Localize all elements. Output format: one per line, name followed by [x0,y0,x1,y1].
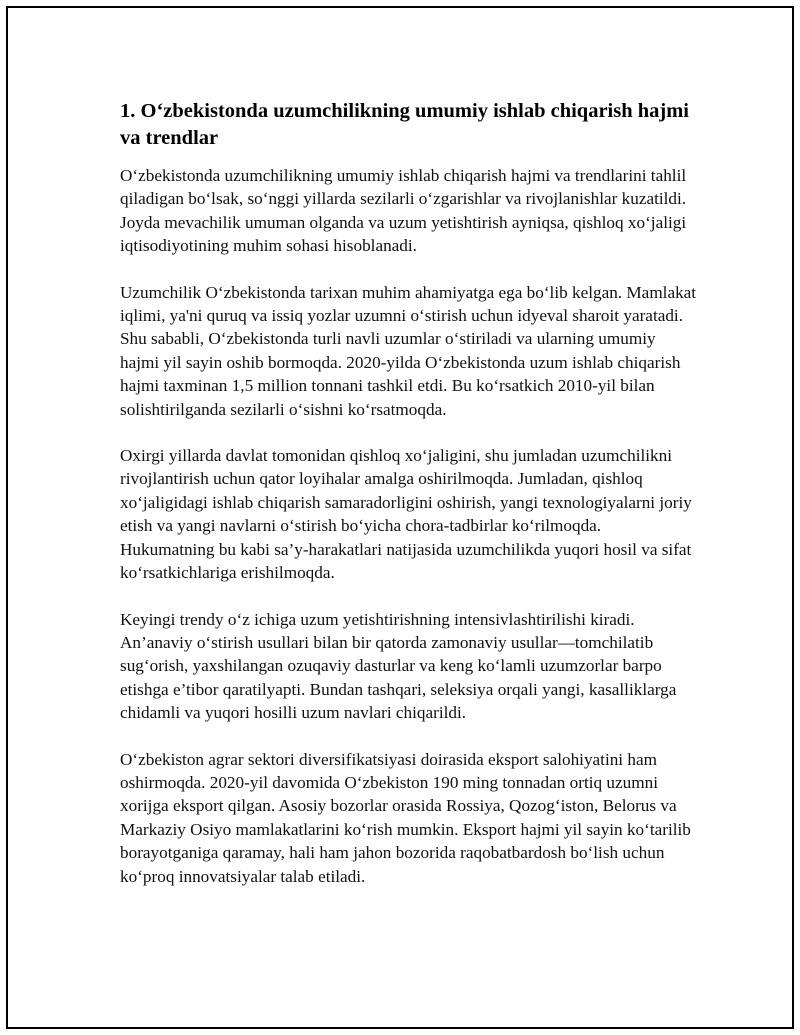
paragraph-2: Uzumchilik O‘zbekistonda tarixan muhim ahamiyatga ega bo‘lib kelgan. Mamlakat iqlimi, ya'ni quruq va issiq yozlar uzumni o‘stirish uchun idyeval sharoit yaratadi. Shu sababli, O‘zbekistonda turli navli uzumlar o‘stiriladi va ularning umumiy hajmi yil sayin oshib bormoqda. 2020-yilda O‘zbekistonda uzum ishlab chiqarish hajmi taxminan 1,5 million tonnani tashkil etdi. Bu ko‘rsatkich 2010-yil bilan solishtirilganda sezilarli o‘sishni ko‘rsatmoqda. [120,282,697,419]
paragraph-3: Oxirgi yillarda davlat tomonidan qishloq xo‘jaligini, shu jumladan uzumchilikni rivojlantirish uchun qator loyihalar amalga oshirilmoqda. Jumladan, qishloq xo‘jaligidagi ishlab chiqarish samaradorligini oshirish, yangi texnologiyalarni joriy etish va yangi navlarni o‘stirish bo‘yicha chora-tadbirlar ko‘rilmoqda. Hukumatning bu kabi sa’y-harakatlari natijasida uzumchilikda yuqori hosil va sifat ko‘rsatkichlariga erishilmoqda. [120,446,692,583]
paragraph-5: O‘zbekiston agrar sektori diversifikatsiyasi doirasida eksport salohiyatini ham oshirmoqda. 2020-yil davomida O‘zbekiston 190 ming tonnadan ortiq uzumni xorijga eksport qilgan. Asosiy bozorlar orasida Rossiya, Qozog‘iston, Belorus va Markaziy Osiyo mamlakatlarini ko‘rish mumkin. Eksport hajmi yil sayin ko‘tarilib borayotganiga qaramay, hali ham jahon bozorida raqobatbardosh bo‘lish uchun ko‘proq innovatsiyalar talab etiladi. [120,749,691,886]
section-title: 1. O‘zbekistonda uzumchilikning umumiy ishlab chiqarish hajmi va trendlar [120,100,690,149]
paragraph-1: O‘zbekistonda uzumchilikning umumiy ishlab chiqarish hajmi va trendlarini tahlil qiladigan bo‘lsak, so‘nggi yillarda sezilarli o‘zgarishlar va rivojlanishlar kuzatildi. Joyda mevachilik umuman olganda va uzum yetishtirish ayniqsa, qishloq xo‘jaligi iqtisodiyotining muhim sohasi hisoblanadi. [120,166,687,256]
document-body [120,98,698,911]
paragraph-4: Keyingi trendy o‘z ichiga uzum yetishtirishning intensivlashtirilishi kiradi. An’anaviy o‘stirish usullari bilan bir qatorda zamonaviy usullar—tomchilatib sug‘orish, yaxshilangan ozuqaviy dasturlar va keng ko‘lamli uzumzorlar barpo etishga e’tibor qaratilyapti. Bundan tashqari, seleksiya orqali yangi, kasalliklarga chidamli va yuqori hosilli uzum navlari chiqarildi. [120,609,677,723]
document-page [6,6,794,1029]
